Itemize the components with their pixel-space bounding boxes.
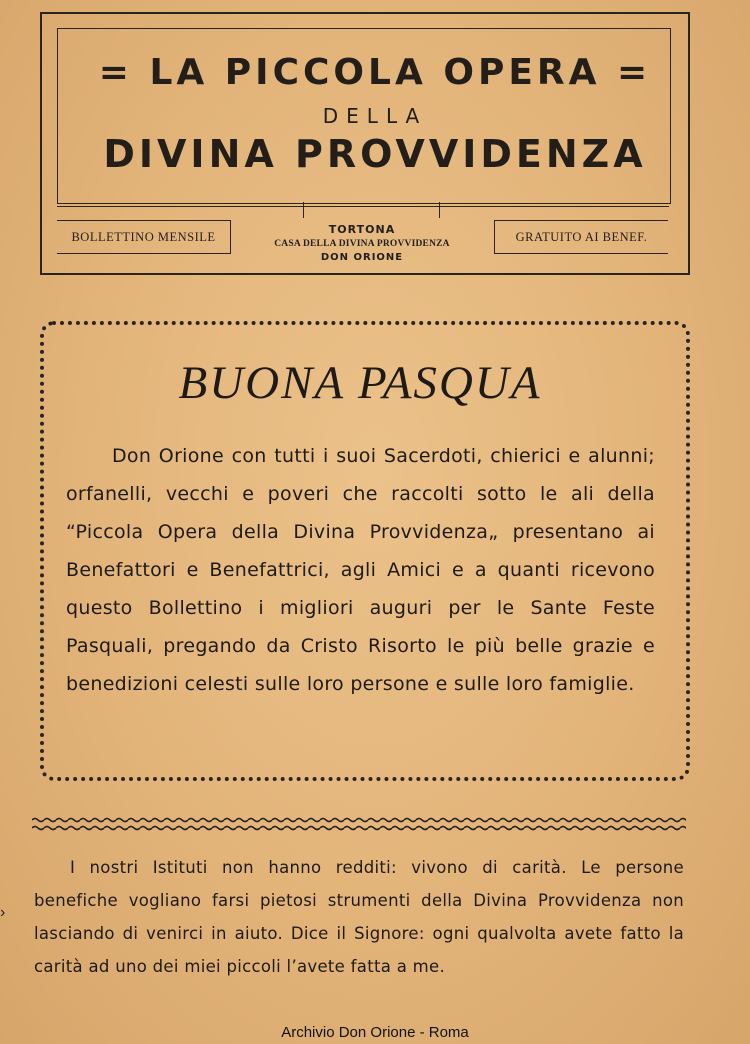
bulletin-label-box [57, 220, 231, 254]
easter-greeting-text: Don Orione con tutti i suoi Sacerdoti, chierici e alunni; orfanelli, vecchi e poveri che raccolti sotto le ali della “Piccola Opera della Divina Provvidenza„ presentano ai Benefattori e Benefattrici, agli Amici e a quanti ricevono questo Bollettino i migliori auguri per le Sante Feste Pasquali, pregando da Cristo Risorto le più belle grazie e benedizioni celesti sulle loro persone e sulle loro famiglie. [66, 445, 655, 695]
masthead-tick-left [303, 202, 304, 218]
binding-mark-icon: › [0, 904, 6, 921]
bulletin-label: BOLLETTINO MENSILE [71, 230, 216, 244]
publisher-city: TORTONA [328, 223, 396, 236]
masthead-title-line3: DIVINA PROVVIDENZA [103, 132, 647, 176]
charity-appeal-text: I nostri Istituti non hanno redditi: vivono di carità. Le persone benefiche vogliano farsi pietosi strumenti della Divina Provvidenza non lasciando di venirci in aiuto. Dice il Signore: ogni qualvolta avete fatto la carità ad uno dei miei piccoli l’avete fatta a me. [34, 858, 684, 976]
masthead-tick-right [439, 202, 440, 218]
wavy-separator [32, 816, 686, 836]
archive-credit: Archivio Don Orione - Roma [281, 1024, 469, 1041]
masthead-title-line2: DELLA [322, 104, 428, 128]
publisher-name: DON ORIONE [320, 252, 404, 263]
publisher-info [260, 222, 464, 265]
free-label: GRATUITO AI BENEF. [515, 230, 648, 244]
easter-title: BUONA PASQUA [178, 357, 542, 409]
masthead-title-line1: = LA PICCOLA OPERA = [98, 52, 652, 93]
publisher-house: CASA DELLA DIVINA PROVVIDENZA [274, 239, 450, 249]
free-label-box [494, 220, 668, 254]
masthead-divider [57, 206, 669, 207]
